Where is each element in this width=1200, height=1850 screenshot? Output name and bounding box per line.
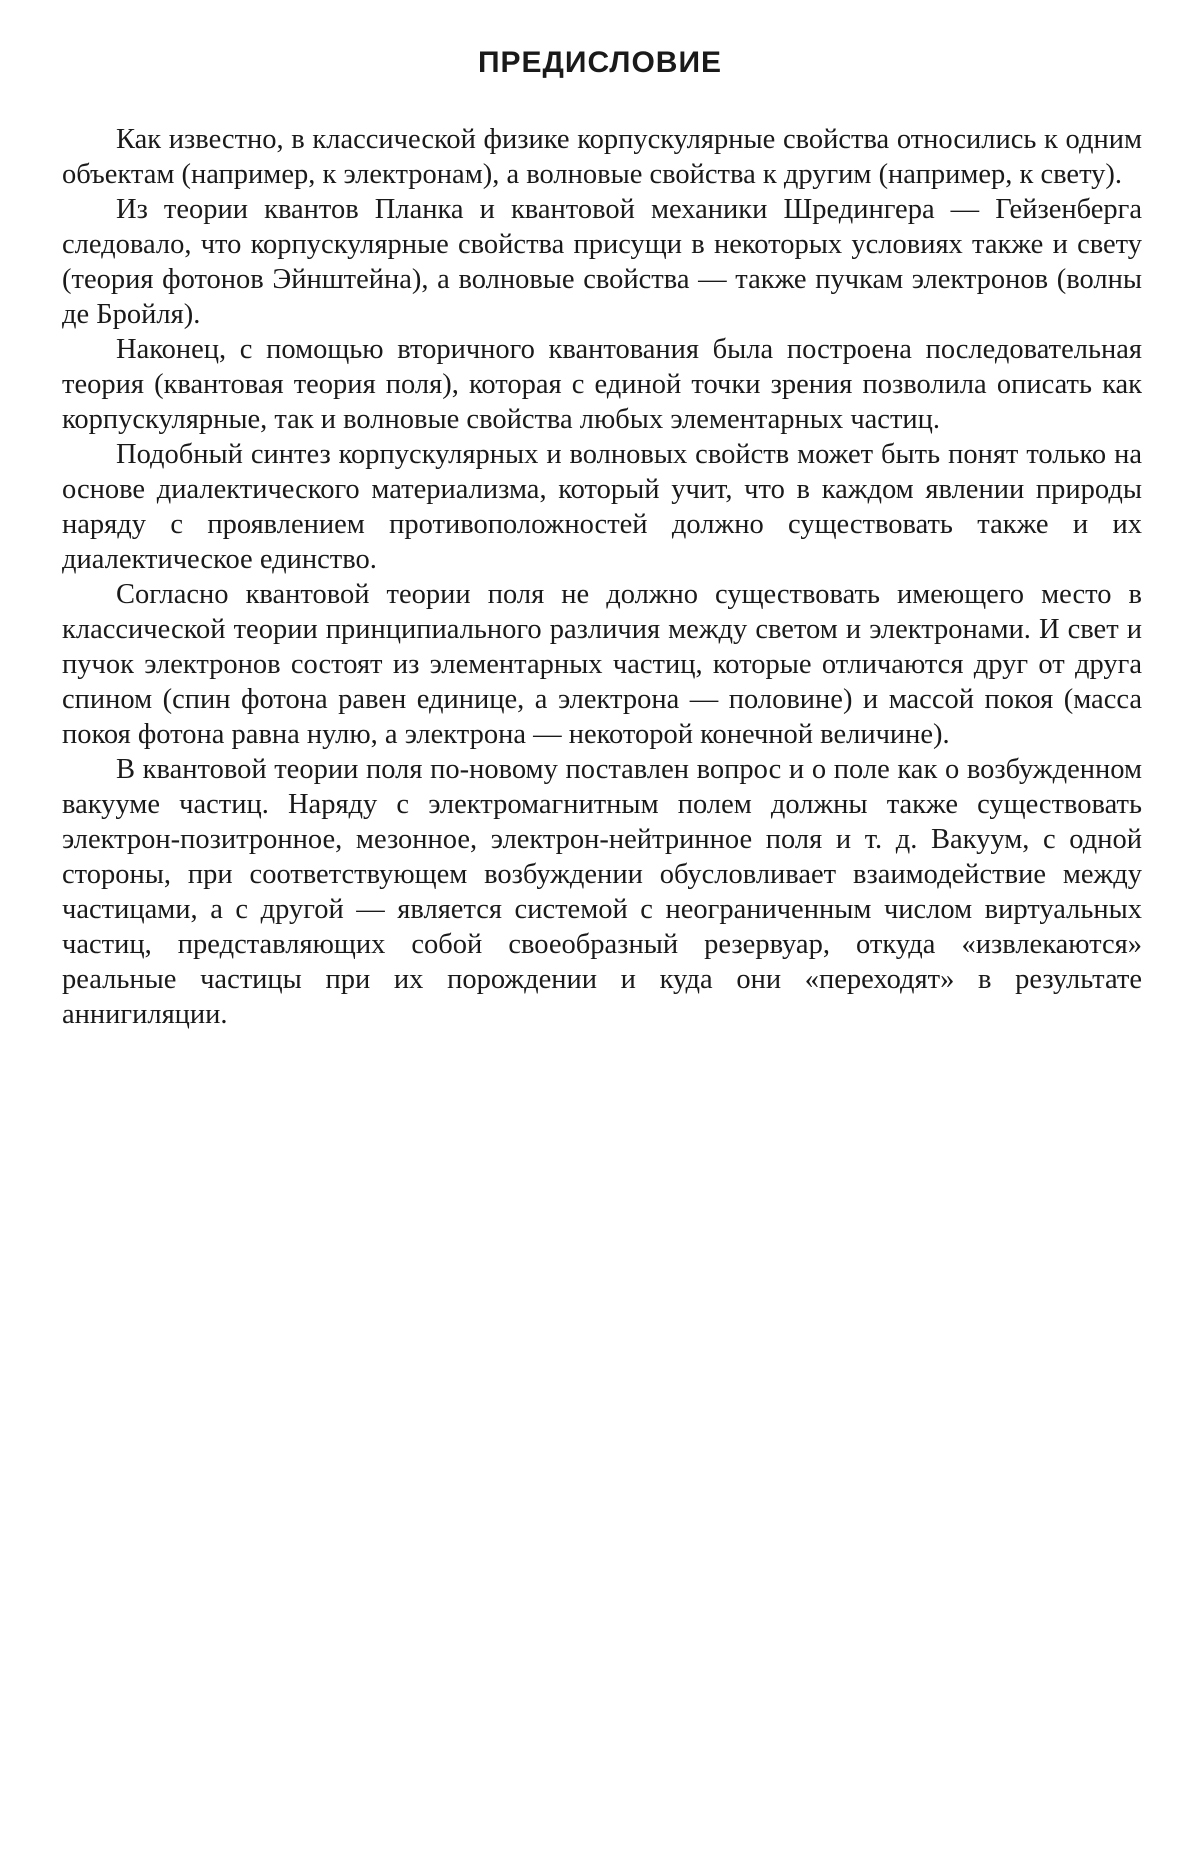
paragraph: В квантовой теории поля по-новому поставлен вопрос и о поле как о возбужденном вакууме частиц. Наряду с электромагнитным полем должны также существовать электрон-позитронное, мезонное, электрон-нейтринное поля и т. д. Вакуум, с одной стороны, при соответствующем возбуждении обусловливает взаимодействие между частицами, а с другой — является системой с неограниченным числом виртуальных частиц, представляющих собой своеобразный резервуар, откуда «извлекаются» реальные частицы при их порождении и куда они «переходят» в результате аннигиляции. [62, 754, 1142, 1030]
paragraph: Подобный синтез корпускулярных и волновых свойств может быть понят только на основе диалектического материализма, который учит, что в каждом явлении природы наряду с проявлением противоположностей должно существовать также и их диалектическое единство. [62, 439, 1142, 575]
paragraph: Согласно квантовой теории поля не должно существовать имеющего место в классической теории принципиального различия между светом и электронами. И свет и пучок электронов состоят из элементарных частиц, которые отличаются друг от друга спином (спин фотона равен единице, а электрона — половине) и массой покоя (масса покоя фотона равна нулю, а электрона — некоторой конечной величине). [62, 579, 1142, 750]
paragraph: Наконец, с помощью вторичного квантования была построена последовательная теория (квантовая теория поля), которая с единой точки зрения позволила описать как корпускулярные, так и волновые свойства любых элементарных частиц. [62, 334, 1142, 435]
paragraph: Как известно, в классической физике корпускулярные свойства относились к одним объектам (например, к электронам), а волновые свойства к другим (например, к свету). [62, 124, 1142, 190]
paragraph: Из теории квантов Планка и квантовой механики Шредингера — Гейзенберга следовало, что корпускулярные свойства присущи в некоторых условиях также и свету (теория фотонов Эйнштейна), а волновые свойства — также пучкам электронов (волны де Бройля). [62, 194, 1142, 330]
body-text [62, 122, 1142, 1032]
page-title: ПРЕДИСЛОВИЕ [477, 46, 723, 79]
